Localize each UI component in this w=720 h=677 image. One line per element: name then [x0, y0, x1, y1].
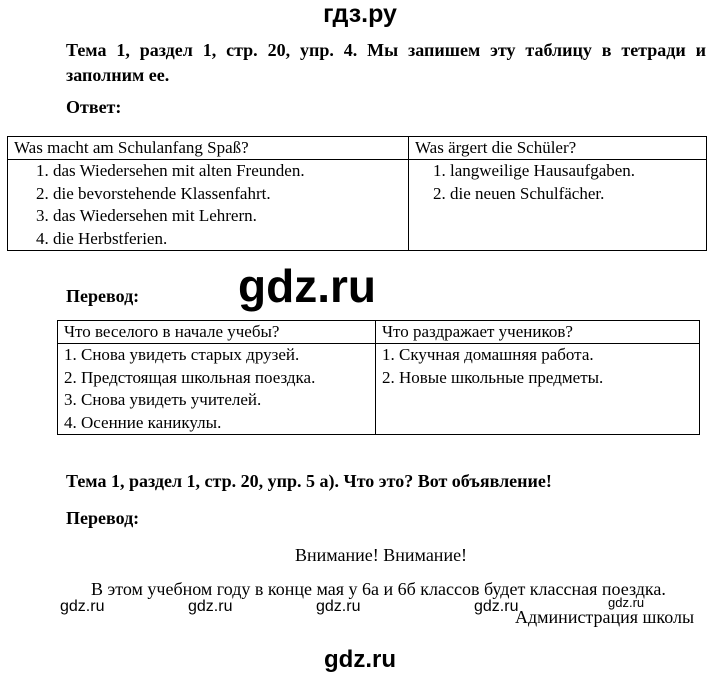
translation-table-cell-2	[376, 344, 700, 435]
site-title: гдз.ру	[323, 0, 397, 28]
list-item: 1. Скучная домашняя работа.	[382, 345, 594, 364]
answer-label: Ответ:	[66, 97, 122, 117]
list-item: 2. die bevorstehende Klassenfahrt.	[36, 183, 271, 203]
translation-label-1: Перевод:	[66, 286, 140, 306]
list-item: 2. Предстоящая школьная поездка.	[64, 367, 316, 387]
watermark-big: gdz.ru	[238, 260, 376, 312]
watermark-bottom: gdz.ru	[324, 646, 396, 673]
watermark-small: gdz.ru	[188, 598, 233, 615]
watermark-small: gdz.ru	[316, 598, 361, 615]
task1-title: Тема 1, раздел 1, стр. 20, упр. 4. Мы запишем эту таблицу в тетради и заполним ее.	[66, 40, 706, 85]
list-item: 2. Новые школьные предметы.	[382, 367, 604, 387]
answer-table-header-1: Was macht am Schulanfang Spaß?	[8, 137, 409, 160]
translation-table-header-1: Что веселого в начале учебы?	[58, 321, 376, 344]
list-item: 3. das Wiedersehen mit Lehrern.	[36, 206, 257, 225]
translation-label-2: Перевод:	[66, 508, 140, 528]
translation-table-cell-1	[58, 344, 376, 435]
translation-table-header-2: Что раздражает учеников?	[376, 321, 700, 344]
list-item: 4. die Herbstferien.	[36, 228, 168, 248]
answer-table-header-2: Was ärgert die Schüler?	[409, 137, 707, 160]
translation-table	[57, 320, 700, 435]
answer-table-cell-1	[8, 160, 409, 251]
list-item: 1. Снова увидеть старых друзей.	[64, 345, 300, 364]
list-item: 3. Снова увидеть учителей.	[64, 390, 262, 409]
list-item: 2. die neuen Schulfächer.	[433, 183, 605, 203]
list-item: 1. langweilige Hausaufgaben.	[433, 161, 636, 180]
announcement-text: В этом учебном году в конце мая у 6а и 6б классов будет классная поездка.	[91, 579, 666, 599]
watermark-small: gdz.ru	[60, 598, 105, 615]
watermark-small: gdz.ru	[474, 598, 519, 615]
answer-table	[7, 136, 707, 251]
signature: Администрация школы	[515, 607, 695, 627]
watermark-small: gdz.ru	[608, 595, 645, 610]
announcement-heading: Внимание! Внимание!	[295, 545, 468, 565]
task2-title: Тема 1, раздел 1, стр. 20, упр. 5 а). Что это? Вот объявление!	[66, 471, 552, 491]
list-item: 1. das Wiedersehen mit alten Freunden.	[36, 161, 305, 180]
list-item: 4. Осенние каникулы.	[64, 412, 222, 432]
answer-table-cell-2	[409, 160, 707, 251]
